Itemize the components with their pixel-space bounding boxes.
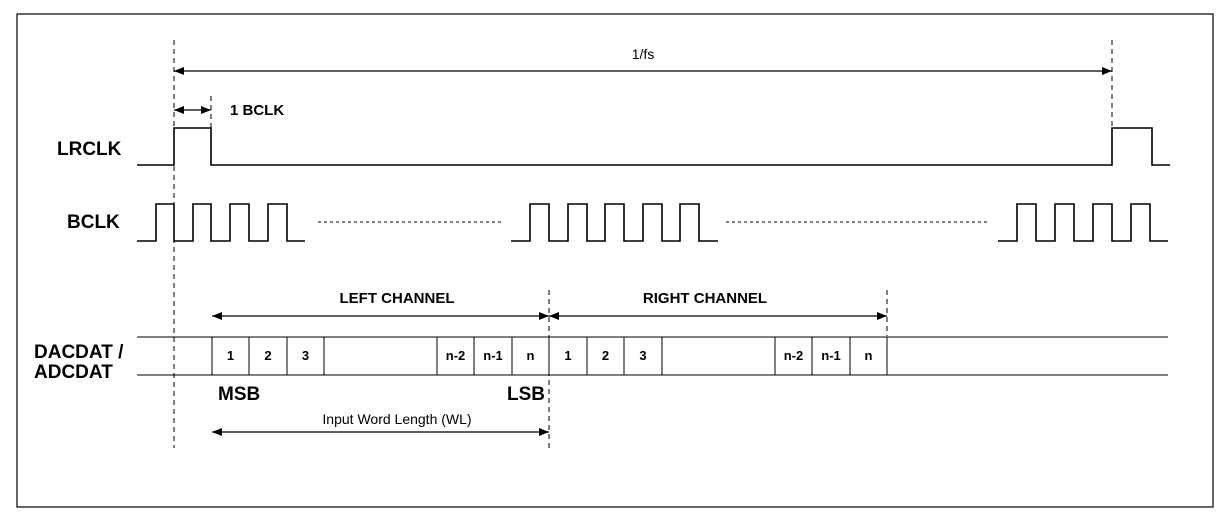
- left-bit-gap: [324, 337, 437, 375]
- left-bit-label: n: [526, 348, 535, 363]
- right-bit-gap: [662, 337, 775, 375]
- bclk-label: BCLK: [67, 212, 120, 233]
- right-bit-label: 3: [639, 348, 647, 363]
- right-bit-label: 1: [564, 348, 572, 363]
- right-channel-bits: [549, 337, 887, 375]
- right-channel-label: RIGHT CHANNEL: [642, 290, 768, 307]
- data-label-line1: DACDAT /: [34, 342, 124, 363]
- left-bit-label: n-1: [483, 348, 503, 363]
- left-channel-label: LEFT CHANNEL: [339, 290, 455, 307]
- left-bit-label: 3: [301, 348, 310, 363]
- msb-label: MSB: [218, 384, 261, 405]
- left-channel-bits: [212, 337, 549, 375]
- data-label-line2: ADCDAT: [34, 362, 113, 383]
- right-bit-label: n: [864, 348, 873, 363]
- lrclk-label: LRCLK: [57, 139, 122, 160]
- word-length-label: Input Word Length (WL): [322, 411, 472, 427]
- right-bit-label: n-2: [783, 348, 804, 363]
- diagram-frame: [17, 14, 1213, 507]
- lsb-label: LSB: [507, 384, 545, 405]
- right-bit-label: n-1: [821, 348, 841, 363]
- period-label: 1/fs: [631, 46, 655, 62]
- left-bit-label: 1: [226, 348, 235, 363]
- right-bit-label: 2: [601, 348, 610, 363]
- left-bit-label: 2: [264, 348, 272, 363]
- left-bit-label: n-2: [445, 348, 466, 363]
- one-bclk-label: 1 BCLK: [230, 102, 285, 119]
